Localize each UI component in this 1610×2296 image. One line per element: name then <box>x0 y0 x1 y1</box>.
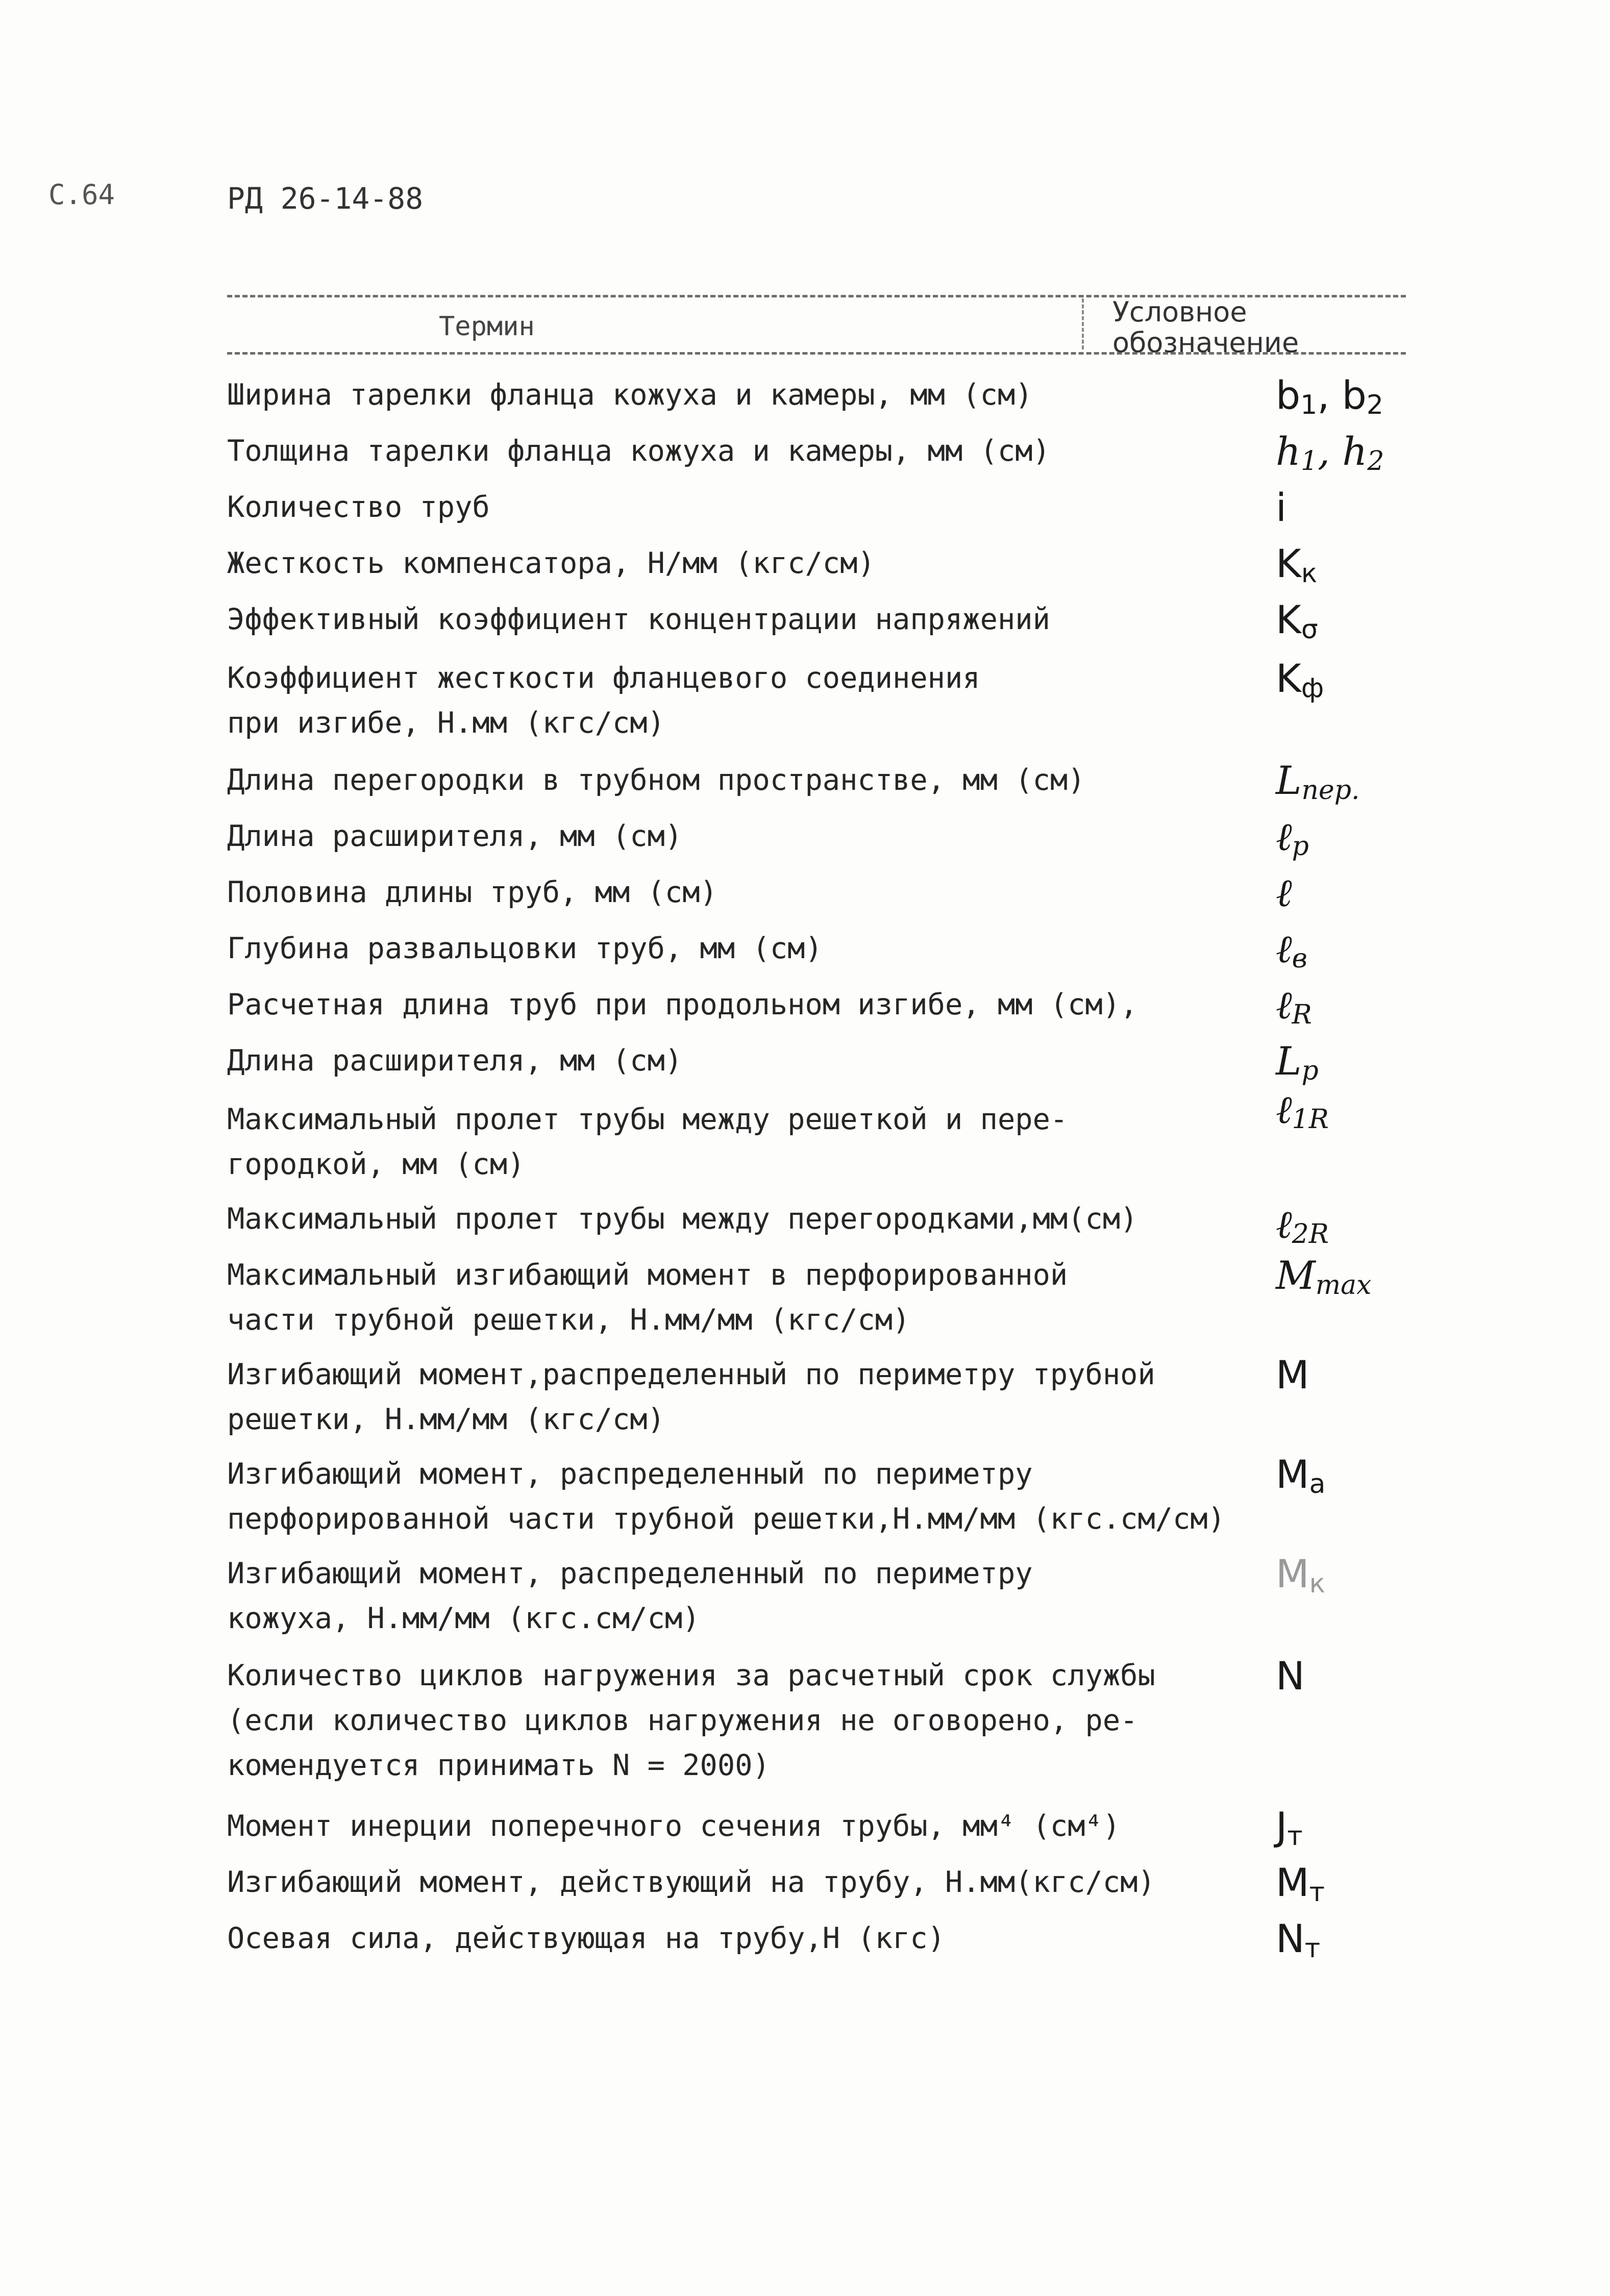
term-line: Изгибающий момент,распределенный по периметру трубной <box>227 1358 1155 1391</box>
symbol <box>1276 656 1324 704</box>
symbol <box>1276 926 1307 974</box>
symbol-base: M <box>1276 1253 1316 1298</box>
symbol-base: M <box>1276 1452 1309 1497</box>
column-header-symbol-line2: обозначение <box>1112 327 1299 359</box>
term-line: Жесткость компенсатора, Н/мм (кгс/см) <box>227 546 875 580</box>
symbol-base: K <box>1276 656 1301 701</box>
symbol-subscript: в <box>1292 943 1307 974</box>
term-line: Осевая сила, действующая на трубу,Н (кгс) <box>227 1921 945 1955</box>
term-line: Изгибающий момент, распределенный по периметру <box>227 1457 1033 1491</box>
term-line: комендуется принимать N = 2000) <box>227 1749 770 1782</box>
symbol-base: ℓ <box>1276 1202 1292 1247</box>
symbol-subscript: a <box>1309 1469 1326 1500</box>
symbol <box>1276 870 1292 916</box>
term-text <box>227 429 1243 473</box>
term-text <box>227 597 1243 642</box>
term-line: Длина расширителя, мм (см) <box>227 819 683 853</box>
symbol-base: M <box>1276 1860 1309 1905</box>
symbol-base: ℓ <box>1276 814 1292 859</box>
symbol-base: N <box>1276 1916 1305 1961</box>
term-text <box>227 1352 1243 1442</box>
symbol-base: N <box>1276 1653 1305 1699</box>
symbol-subscript-second: 2 <box>1367 446 1384 477</box>
term-line: Изгибающий момент, действующий на трубу, Н.мм(кгс/см) <box>227 1865 1155 1899</box>
symbol <box>1276 1087 1329 1135</box>
symbol-subscript: пер. <box>1301 775 1360 806</box>
term-line: Глубина развальцовки труб, мм (см) <box>227 932 823 965</box>
symbol-base: M <box>1276 1352 1309 1397</box>
term-line: кожуха, Н.мм/мм (кгс.см/см) <box>227 1602 700 1635</box>
column-separator <box>1082 298 1084 350</box>
term-line: (если количество циклов нагружения не оговорено, ре- <box>227 1704 1138 1737</box>
term-text <box>227 982 1243 1027</box>
term-text <box>227 485 1243 530</box>
term-text <box>227 372 1243 417</box>
symbol-base: h <box>1276 429 1301 474</box>
symbol-base: b <box>1276 372 1301 418</box>
symbol <box>1276 758 1360 806</box>
term-line: Половина длины труб, мм (см) <box>227 876 717 909</box>
symbol-base: ℓ <box>1276 926 1292 971</box>
symbol <box>1276 485 1286 530</box>
term-line: Количество циклов нагружения за расчетный срок службы <box>227 1659 1155 1692</box>
symbol-base: J <box>1276 1804 1287 1849</box>
term-line: Толщина тарелки фланца кожуха и камеры, мм (см) <box>227 434 1050 468</box>
symbol <box>1276 1916 1320 1964</box>
term-line: при изгибе, Н.мм (кгс/см) <box>227 706 665 740</box>
term-text <box>227 1860 1243 1905</box>
term-text <box>227 1804 1243 1849</box>
term-text <box>227 656 1243 745</box>
symbol <box>1276 1452 1325 1500</box>
symbol-base: L <box>1276 758 1302 803</box>
symbol-base: K <box>1276 541 1301 586</box>
symbol <box>1276 1352 1309 1397</box>
symbol <box>1276 1551 1325 1599</box>
term-line: Коэффициент жесткости фланцевого соединения <box>227 661 980 695</box>
term-text <box>227 870 1243 915</box>
term-line: Расчетная длина труб при продольном изгибе, мм (см), <box>227 988 1138 1021</box>
term-line: Момент инерции поперечного сечения трубы, мм⁴ (см⁴) <box>227 1809 1121 1843</box>
symbol-base: M <box>1276 1551 1309 1596</box>
term-line: Количество труб <box>227 490 490 524</box>
term-line: Максимальный пролет трубы между решеткой и пере- <box>227 1103 1068 1136</box>
document-code: РД 26-14-88 <box>227 181 424 216</box>
term-text <box>227 541 1243 586</box>
symbol-subscript: σ <box>1301 614 1318 645</box>
term-line: Ширина тарелки фланца кожуха и камеры, мм (см) <box>227 378 1033 412</box>
term-line: части трубной решетки, Н.мм/мм (кгс/см) <box>227 1303 910 1337</box>
symbol <box>1276 1653 1305 1699</box>
term-line: перфорированной части трубной решетки,Н.мм/мм (кгс.см/см) <box>227 1502 1226 1536</box>
symbol-subscript: р <box>1292 831 1309 862</box>
term-line: Длина перегородки в трубном пространстве, мм (см) <box>227 763 1085 797</box>
term-text <box>227 1916 1243 1961</box>
symbol-subscript: 1 <box>1300 390 1318 420</box>
symbol-subscript-second: 2 <box>1366 390 1383 420</box>
symbol-base-second: , h <box>1318 429 1368 474</box>
symbol-subscript: р <box>1301 1056 1319 1086</box>
column-header-term: Термин <box>439 311 535 342</box>
symbol-subscript: ф <box>1301 673 1324 704</box>
term-text <box>227 814 1243 859</box>
symbol-base: ℓ <box>1276 870 1292 915</box>
column-header-symbol-line1: Условное <box>1112 296 1247 328</box>
symbol-subscript: т <box>1287 1821 1303 1852</box>
symbol <box>1276 1202 1329 1250</box>
term-text <box>227 1551 1243 1641</box>
symbol <box>1276 1860 1325 1908</box>
term-text <box>227 1097 1243 1187</box>
term-line: Максимальный изгибающий момент в перфорированной <box>227 1258 1068 1292</box>
symbol-subscript: т <box>1304 1933 1321 1964</box>
page-number: С.64 <box>48 179 115 211</box>
term-line: Максимальный пролет трубы между перегородками,мм(см) <box>227 1202 1138 1236</box>
symbol-subscript: к <box>1301 558 1318 589</box>
term-text <box>227 1253 1243 1342</box>
term-line: городкой, мм (см) <box>227 1147 525 1181</box>
symbol-base: ℓ <box>1276 982 1292 1028</box>
symbol-subscript: 1 <box>1300 446 1318 477</box>
term-text <box>227 1196 1243 1241</box>
symbol-subscript: R <box>1292 1000 1312 1030</box>
symbol <box>1276 1038 1319 1086</box>
symbol-base: K <box>1276 597 1301 642</box>
term-text <box>227 1038 1243 1083</box>
symbol <box>1276 429 1384 477</box>
symbol <box>1276 814 1309 862</box>
symbol <box>1276 1804 1303 1852</box>
term-line: Длина расширителя, мм (см) <box>227 1044 683 1078</box>
symbol-subscript: к <box>1309 1568 1325 1599</box>
term-line: решетки, Н.мм/мм (кгс/см) <box>227 1403 665 1436</box>
symbol <box>1276 541 1317 589</box>
symbol-base-second: , b <box>1317 372 1367 418</box>
term-line: Эффективный коэффициент концентрации напряжений <box>227 603 1050 636</box>
symbol-subscript: 1R <box>1292 1104 1329 1135</box>
term-text <box>227 758 1243 803</box>
symbol-subscript: т <box>1309 1877 1325 1908</box>
term-line: Изгибающий момент, распределенный по периметру <box>227 1557 1033 1590</box>
term-text <box>227 926 1243 971</box>
symbol <box>1276 597 1318 645</box>
term-text <box>227 1653 1243 1788</box>
symbol-base: ℓ <box>1276 1087 1292 1132</box>
term-text <box>227 1452 1243 1541</box>
symbol-base: i <box>1276 485 1287 530</box>
symbol <box>1276 1253 1371 1301</box>
symbol-base: L <box>1276 1038 1302 1084</box>
symbol-subscript: 2R <box>1292 1219 1329 1250</box>
column-header-symbol <box>1112 297 1378 358</box>
symbol-subscript: max <box>1315 1270 1372 1301</box>
symbol <box>1276 982 1312 1030</box>
symbol <box>1276 372 1383 420</box>
